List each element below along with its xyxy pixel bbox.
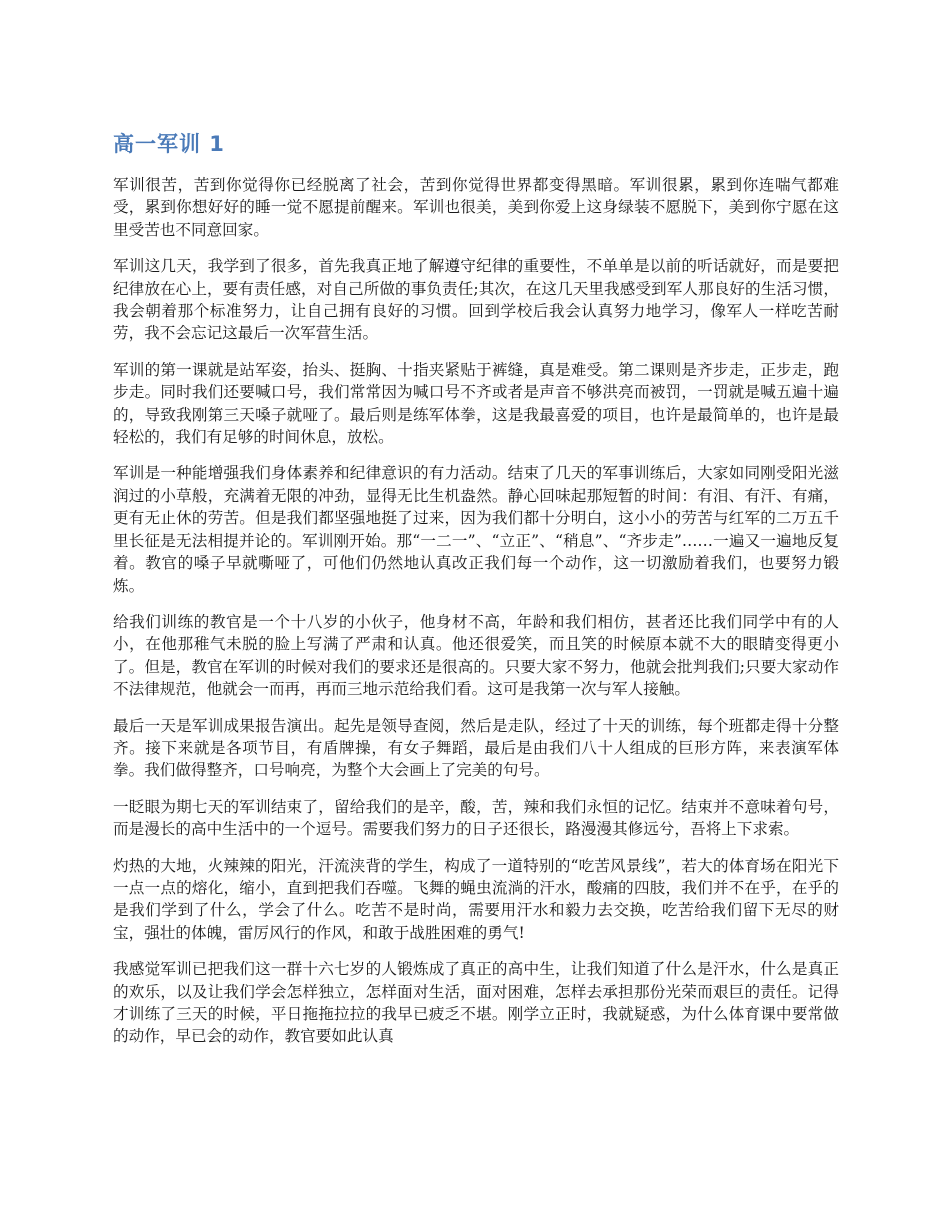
document-page: [113, 128, 839, 1062]
paragraph: 军训这几天，我学到了很多，首先我真正地了解遵守纪律的重要性，不单单是以前的听话就好，而是要把纪律放在心上，要有责任感，对自己所做的事负责任;其次，在这几天里我感受到军人那良好的生活习惯，我会朝着那个标准努力，让自己拥有良好的习惯。回到学校后我会认真努力地学习，像军人一样吃苦耐劳，我不会忘记这最后一次军营生活。: [113, 257, 839, 343]
document-title: 高一军训 1: [113, 132, 225, 156]
paragraph: 一眨眼为期七天的军训结束了，留给我们的是辛，酸，苦，辣和我们永恒的记忆。结束并不意味着句号，而是漫长的高中生活中的一个逗号。需要我们努力的日子还很长，路漫漫其修远兮，吾将上下求索。: [113, 797, 839, 839]
paragraph: 灼热的大地，火辣辣的阳光，汗流浃背的学生，构成了一道特别的“吃苦风景线”，若大的体育场在阳光下一点一点的熔化，缩小，直到把我们吞噬。飞舞的蝇虫流淌的汗水，酸痛的四肢，我们并不在乎，在乎的是我们学到了什么，学会了什么。吃苦不是时尚，需要用汗水和毅力去交换，吃苦给我们留下无尽的财宝，强壮的体魄，雷厉风行的作风，和敢于战胜困难的勇气!: [113, 856, 839, 942]
paragraph: 我感觉军训已把我们这一群十六七岁的人锻炼成了真正的高中生，让我们知道了什么是汗水，什么是真正的欢乐，以及让我们学会怎样独立，怎样面对生活，面对困难，怎样去承担那份光荣而艰巨的责任。记得才训练了三天的时候，平日拖拖拉拉的我早已疲乏不堪。刚学立正时，我就疑惑，为什么体育课中要常做的动作，早已会的动作，教官要如此认真: [113, 960, 839, 1046]
paragraph: 最后一天是军训成果报告演出。起先是领导查阅，然后是走队，经过了十天的训练，每个班都走得十分整齐。接下来就是各项节目，有盾牌操，有女子舞蹈，最后是由我们八十人组成的巨形方阵，来表演军体拳。我们做得整齐，口号响亮，为整个大会画上了完美的句号。: [113, 716, 839, 780]
paragraph: 军训的第一课就是站军姿，抬头、挺胸、十指夹紧贴于裤缝，真是难受。第二课则是齐步走，正步走，跑步走。同时我们还要喊口号，我们常常因为喊口号不齐或者是声音不够洪亮而被罚，一罚就是喊五遍十遍的，导致我刚第三天嗓子就哑了。最后则是练军体拳，这是我最喜爱的项目，也许是最简单的，也许是最轻松的，我们有足够的时间休息，放松。: [113, 360, 839, 447]
paragraph: 给我们训练的教官是一个十八岁的小伙子，他身材不高，年龄和我们相仿，甚者还比我们同学中有的人小，在他那稚气未脱的脸上写满了严肃和认真。他还很爱笑，而且笑的时候原本就不大的眼睛变得更小了。但是，教官在军训的时候对我们的要求还是很高的。只要大家不努力，他就会批判我们;只要大家动作不法律规范，他就会一而再，再而三地示范给我们看。这可是我第一次与军人接触。: [113, 612, 839, 699]
paragraph: 军训很苦，苦到你觉得你已经脱离了社会，苦到你觉得世界都变得黑暗。军训很累，累到你连喘气都难受，累到你想好好的睡一觉不愿提前醒来。军训也很美，美到你爱上这身绿装不愿脱下，美到你宁愿在这里受苦也不同意回家。: [113, 176, 839, 239]
paragraph: 军训是一种能增强我们身体素养和纪律意识的有力活动。结束了几天的军事训练后，大家如同刚受阳光滋润过的小草般，充满着无限的冲劲，显得无比生机盎然。静心回味起那短暂的时间：有泪、有汗、有痛，更有无止休的劳苦。但是我们都坚强地挺了过来，因为我们都十分明白，这小小的劳苦与红军的二万五千里长征是无法相提并论的。军训刚开始。那“一二一”、“立正”、“稍息”、“齐步走”……一遍又一遍地反复着。教官的嗓子早就嘶哑了，可他们仍然地认真改正我们每一个动作，这一切激励着我们，也要努力锻炼。: [113, 464, 839, 595]
